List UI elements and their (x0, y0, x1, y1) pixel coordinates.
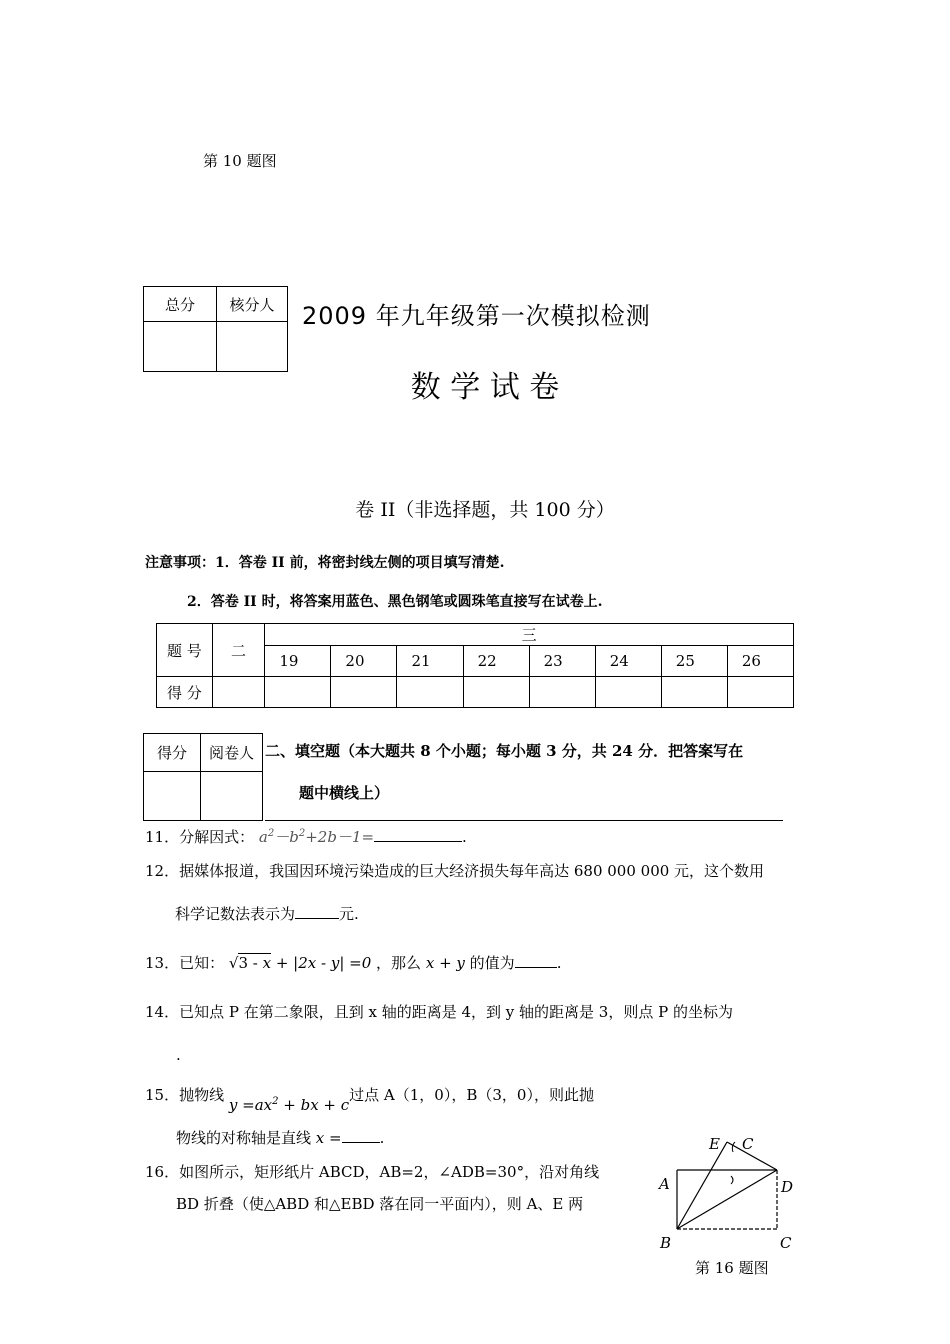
section-2-heading-line-2: 题中横线上） (299, 784, 390, 802)
question-14-line-1 (145, 1002, 733, 1022)
section-grader-cell (201, 772, 263, 821)
score-cell-23 (529, 677, 595, 708)
label-a: A (659, 1175, 670, 1193)
q11-period: . (462, 828, 467, 846)
col-section-3: 三 (265, 624, 794, 646)
col-19: 19 (265, 646, 331, 677)
exam-title: 2009 年九年级第一次模拟检测 (302, 302, 651, 330)
col-26: 26 (727, 646, 793, 677)
q15-post: 过点 A（1，0），B（3，0），则此抛 (349, 1086, 594, 1104)
total-score-box (143, 286, 288, 372)
q12-text-2a: 科学记数法表示为 (175, 905, 296, 923)
question-12-line-2 (175, 903, 359, 924)
total-score-header: 总分 (144, 287, 217, 322)
grade-table (156, 623, 794, 708)
q13-equation: √3 - x + |2x - y| =0 (228, 954, 377, 972)
q13-answer-blank[interactable] (515, 952, 557, 968)
q12-number: 12． (145, 862, 180, 880)
col-24: 24 (595, 646, 661, 677)
q16-number: 16． (145, 1163, 180, 1181)
q11-text: 分解因式： (179, 828, 255, 846)
q16-text-1: 如图所示，矩形纸片 ABCD，AB=2，∠ADB=30°，沿对角线 (179, 1163, 600, 1181)
question-15-line-2 (176, 1127, 384, 1148)
score-cell-2 (212, 677, 265, 708)
label-b: B (660, 1234, 672, 1252)
score-cell-19 (265, 677, 331, 708)
q13-expression: x + y (425, 954, 465, 972)
score-cell-24 (595, 677, 661, 708)
q15-text-2: 物线的对称轴是直线 (176, 1129, 312, 1147)
q12-text-1: 据媒体报道，我国因环境污染造成的巨大经济损失每年高达 680 000 000 元，这个数用 (179, 862, 765, 880)
col-23: 23 (529, 646, 595, 677)
q13-period: . (556, 954, 562, 972)
question-13 (145, 952, 561, 973)
section-2-heading-line-1: 二、填空题（本大题共 8 个小题；每小题 3 分，共 24 分．把答案写在 (265, 742, 744, 760)
q13-number: 13． (145, 954, 180, 972)
col-section-2: 二 (212, 624, 265, 677)
col-20: 20 (331, 646, 397, 677)
label-d: D (781, 1178, 794, 1196)
edge-be (677, 1142, 727, 1229)
score-cell-21 (397, 677, 463, 708)
notes-item-1: 1．答卷 II 前，将密封线左侧的项目填写清楚. (215, 555, 505, 571)
col-22: 22 (463, 646, 529, 677)
question-15-line-1 (145, 1082, 594, 1114)
q12-text-2b: 元. (339, 905, 359, 923)
section-score-cell (144, 772, 201, 821)
label-c: C (780, 1234, 792, 1252)
row-label-number: 题 号 (157, 624, 213, 677)
q11-number: 11． (145, 828, 180, 846)
question-16-line-1 (145, 1162, 599, 1182)
question-12-line-1 (145, 861, 764, 881)
q14-text-2: . (176, 1046, 181, 1064)
angle-mark-e (732, 1142, 735, 1152)
label-c-folded: C (742, 1135, 754, 1153)
q13-mid: ，那么 (376, 954, 422, 972)
q13-pre: 已知： (179, 954, 225, 972)
diagonal-bd (677, 1170, 777, 1229)
q11-answer-blank[interactable] (374, 826, 462, 842)
q16-text-2: BD 折叠（使△ABD 和△EBD 落在同一平面内），则 A、E 两 (176, 1195, 584, 1213)
notes-label: 注意事项： (145, 555, 215, 571)
figure-16-caption: 第 16 题图 (695, 1259, 769, 1277)
score-cell-20 (331, 677, 397, 708)
part-title: 卷 II（非选择题，共 100 分） (355, 499, 615, 521)
q12-answer-blank[interactable] (295, 903, 339, 919)
figure-10-caption: 第 10 题图 (203, 152, 277, 170)
q13-post: 的值为 (469, 954, 515, 972)
q15-x-eq: x = (315, 1129, 342, 1147)
section-divider (265, 820, 783, 821)
q15-period: . (379, 1129, 385, 1147)
figure-16 (655, 1132, 805, 1282)
q14-text-1: 已知点 P 在第二象限，且到 x 轴的距离是 4，到 y 轴的距离是 3，则点 P 的坐标为 (179, 1003, 733, 1021)
q15-equation: $y =ax^2$ + bx + c (228, 1096, 350, 1114)
question-11 (145, 824, 467, 847)
q15-number: 15． (145, 1086, 180, 1104)
row-label-score: 得 分 (157, 677, 213, 708)
label-e: E (709, 1135, 720, 1153)
score-cell-22 (463, 677, 529, 708)
q11-expression: $a^2-b^2+2b-1=$ (258, 828, 375, 846)
col-21: 21 (397, 646, 463, 677)
score-cell-26 (727, 677, 793, 708)
subject-title: 数 学 试 卷 (410, 370, 560, 405)
score-cell-25 (661, 677, 727, 708)
notes-line-1 (145, 552, 504, 572)
angle-mark-d (731, 1176, 733, 1184)
q14-number: 14． (145, 1003, 180, 1021)
section-score-header: 得分 (144, 734, 201, 772)
q15-pre: 抛物线 (179, 1086, 225, 1104)
q15-answer-blank[interactable] (342, 1127, 380, 1143)
section-score-box (143, 733, 263, 821)
notes-item-2: 2．答卷 II 时，将答案用蓝色、黑色钢笔或圆珠笔直接写在试卷上. (187, 594, 603, 610)
checker-header: 核分人 (217, 287, 288, 322)
col-25: 25 (661, 646, 727, 677)
section-grader-header: 阅卷人 (201, 734, 263, 772)
